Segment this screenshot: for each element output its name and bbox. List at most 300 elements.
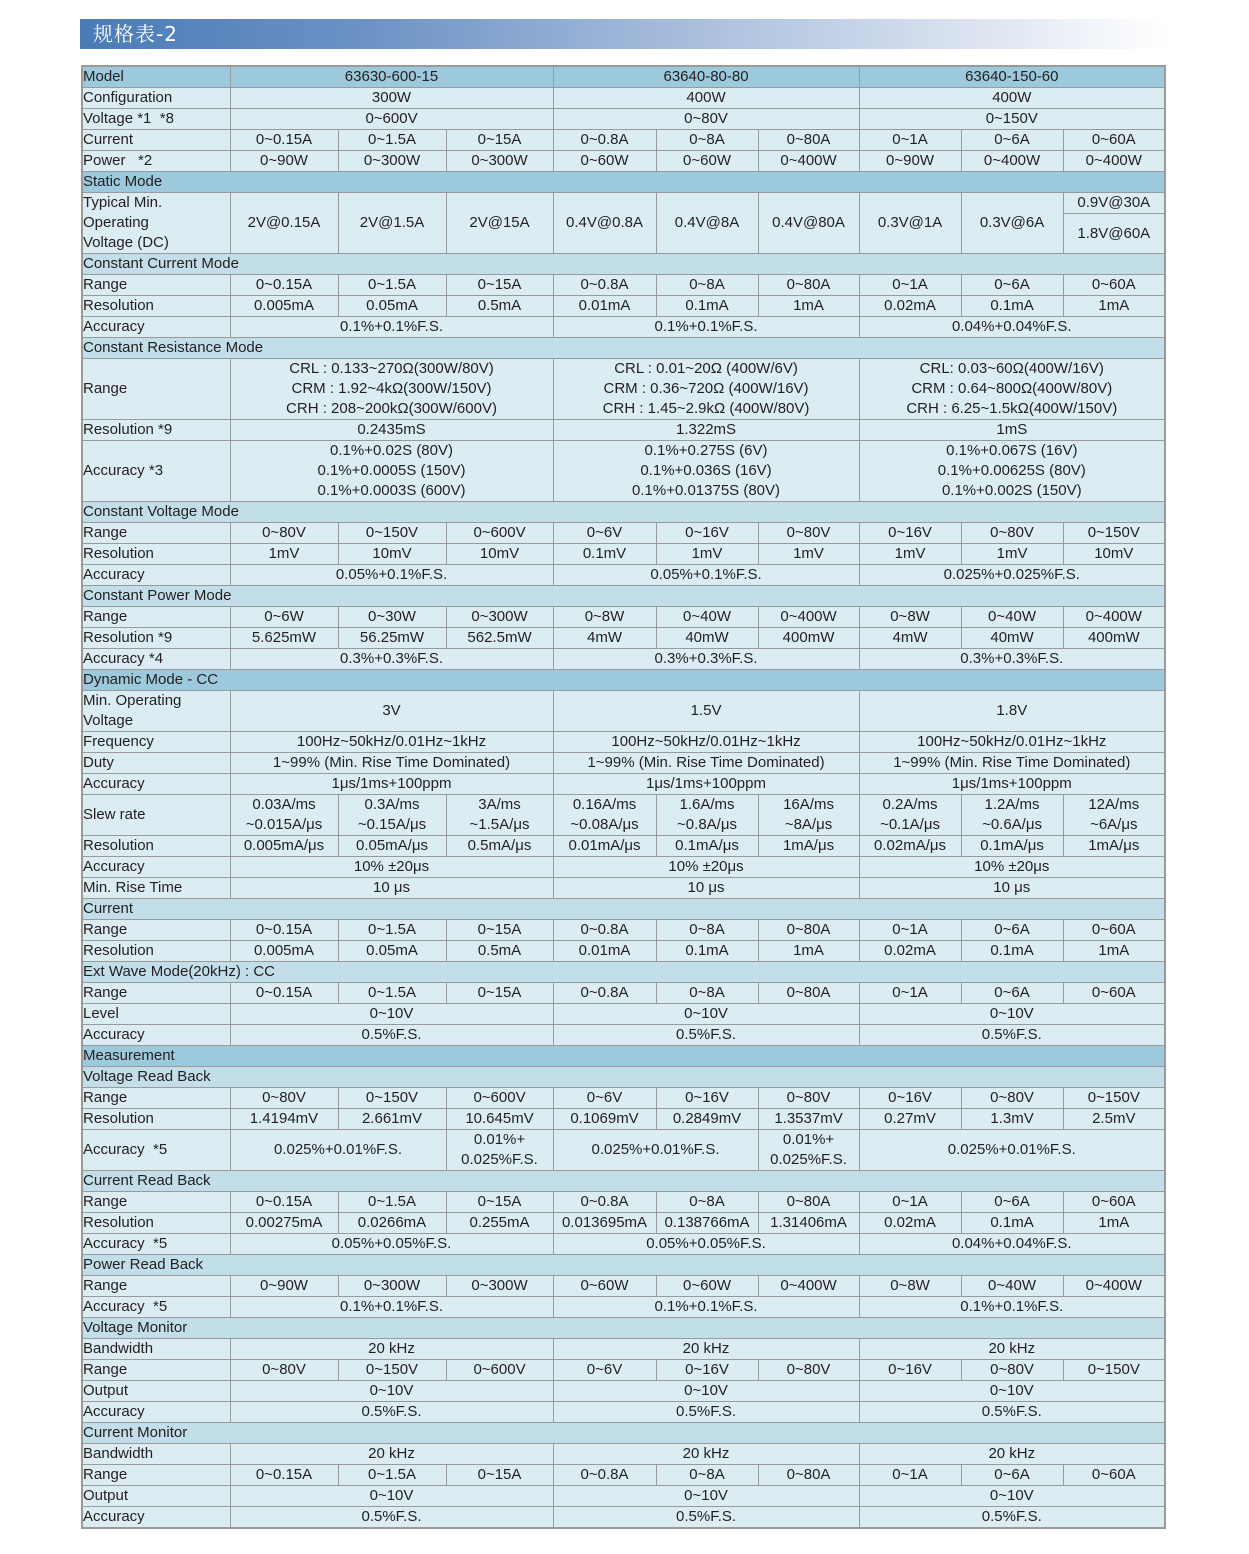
spec-value: 0~6A [961, 1192, 1063, 1213]
spec-value: 0.1mA/μs [961, 836, 1063, 857]
spec-value: 1~99% (Min. Rise Time Dominated) [553, 753, 859, 774]
spec-row [82, 1486, 1165, 1507]
spec-value: 12A/ms ~6A/μs [1063, 795, 1165, 836]
spec-value: 5.625mW [230, 628, 338, 649]
row-label: Accuracy [82, 1402, 230, 1423]
section-row [82, 502, 1165, 523]
spec-value: 0~60A [1063, 983, 1165, 1004]
section-row [82, 1255, 1165, 1276]
spec-value: 0.05%+0.05%F.S. [553, 1234, 859, 1255]
spec-value: 0~80A [758, 130, 859, 151]
spec-value: 0~10V [230, 1381, 553, 1402]
spec-value: 0~1.5A [338, 983, 446, 1004]
spec-value: 0.2435mS [230, 420, 553, 441]
spec-value: 0.5%F.S. [553, 1025, 859, 1046]
spec-row [82, 920, 1165, 941]
spec-value: 0~10V [553, 1004, 859, 1025]
spec-value: 1mA/μs [758, 836, 859, 857]
spec-value: 0~1A [859, 983, 961, 1004]
section-header-static-mode: Static Mode [82, 172, 1165, 193]
section-row [82, 1046, 1165, 1067]
spec-value: 0.05mA [338, 296, 446, 317]
spec-row [82, 836, 1165, 857]
spec-row [82, 317, 1165, 338]
spec-value: 1mA [1063, 941, 1165, 962]
spec-value: 0~80V [961, 1360, 1063, 1381]
spec-value: 0~400W [758, 607, 859, 628]
spec-value: 0~80V [961, 1088, 1063, 1109]
stacked-spec-value [1063, 193, 1165, 254]
spec-value: 16A/ms ~8A/μs [758, 795, 859, 836]
row-label: Current [82, 130, 230, 151]
spec-value: 0~8A [656, 130, 758, 151]
spec-value: 0~150V [338, 523, 446, 544]
spec-value: 0~300W [338, 1276, 446, 1297]
spec-value: 0.00275mA [230, 1213, 338, 1234]
spec-value: 0~6A [961, 1465, 1063, 1486]
spec-row [82, 1025, 1165, 1046]
spec-value: 0~60W [553, 151, 656, 172]
spec-value: 0~0.8A [553, 130, 656, 151]
spec-value: 20 kHz [230, 1444, 553, 1465]
spec-row [82, 1444, 1165, 1465]
spec-value: 0.5%F.S. [859, 1402, 1165, 1423]
spec-row [82, 1507, 1165, 1529]
section-header-voltage-read-back: Voltage Read Back [82, 1067, 1165, 1088]
spec-value: 0~400W [1063, 151, 1165, 172]
spec-value: 0~600V [446, 1088, 553, 1109]
spec-value: 0.5%F.S. [553, 1507, 859, 1529]
spec-value: 0~300W [338, 151, 446, 172]
spec-value: 20 kHz [230, 1339, 553, 1360]
spec-value: 0.05%+0.05%F.S. [230, 1234, 553, 1255]
section-row [82, 1067, 1165, 1088]
spec-table-body [82, 88, 1165, 1529]
spec-value: 1~99% (Min. Rise Time Dominated) [859, 753, 1165, 774]
spec-value: 40mW [961, 628, 1063, 649]
spec-value: 0~8A [656, 983, 758, 1004]
spec-value: 0~1A [859, 275, 961, 296]
row-label: Resolution [82, 941, 230, 962]
spec-value: 0.1mA [656, 941, 758, 962]
spec-value: 0.5mA/μs [446, 836, 553, 857]
spec-row [82, 649, 1165, 670]
spec-value: 0.27mV [859, 1109, 961, 1130]
spec-value: 0~6V [553, 1360, 656, 1381]
spec-row [82, 857, 1165, 878]
spec-value: 0~8A [656, 275, 758, 296]
section-row [82, 586, 1165, 607]
spec-value: 0.4V@8A [656, 193, 758, 254]
spec-value: 0.04%+0.04%F.S. [859, 1234, 1165, 1255]
section-header-current: Current [82, 899, 1165, 920]
spec-value: 0~15A [446, 275, 553, 296]
spec-value: 0~0.8A [553, 920, 656, 941]
row-label: Range [82, 359, 230, 420]
spec-value: 3A/ms ~1.5A/μs [446, 795, 553, 836]
row-label: Range [82, 983, 230, 1004]
spec-value: 0~0.15A [230, 130, 338, 151]
row-label: Range [82, 523, 230, 544]
spec-value: 1μs/1ms+100ppm [859, 774, 1165, 795]
row-label: Configuration [82, 88, 230, 109]
spec-value: 0~8A [656, 920, 758, 941]
spec-value: 0~150V [1063, 1360, 1165, 1381]
spec-value: 0.005mA/μs [230, 836, 338, 857]
spec-value: 1μs/1ms+100ppm [553, 774, 859, 795]
spec-value: 300W [230, 88, 553, 109]
spec-row [82, 732, 1165, 753]
row-label: Output [82, 1486, 230, 1507]
spec-value: 0~6W [230, 607, 338, 628]
spec-value: 10% ±20μs [859, 857, 1165, 878]
spec-value: 0.3%+0.3%F.S. [553, 649, 859, 670]
spec-row [82, 296, 1165, 317]
spec-value: 0~400W [758, 151, 859, 172]
spec-value: 0~16V [859, 1360, 961, 1381]
spec-value: 0.04%+0.04%F.S. [859, 317, 1165, 338]
spec-row [82, 1234, 1165, 1255]
row-label: Accuracy *5 [82, 1297, 230, 1318]
spec-value: 400W [859, 88, 1165, 109]
spec-value: 0~1.5A [338, 130, 446, 151]
spec-value: 0.9V@30A [1064, 193, 1165, 214]
section-row [82, 899, 1165, 920]
spec-value: 1.3mV [961, 1109, 1063, 1130]
spec-row [82, 151, 1165, 172]
spec-value: 10 μs [230, 878, 553, 899]
spec-value: 1.6A/ms ~0.8A/μs [656, 795, 758, 836]
model-name: 63630-600-15 [230, 66, 553, 88]
section-row [82, 338, 1165, 359]
spec-value: 0.05%+0.1%F.S. [553, 565, 859, 586]
model-name: 63640-150-60 [859, 66, 1165, 88]
spec-value: 10mV [446, 544, 553, 565]
spec-value: 0~15A [446, 1465, 553, 1486]
spec-value: 0~6A [961, 920, 1063, 941]
spec-value: 0.3%+0.3%F.S. [859, 649, 1165, 670]
spec-value: 10 μs [859, 878, 1165, 899]
spec-value: 1.3537mV [758, 1109, 859, 1130]
spec-value: 0~1A [859, 1465, 961, 1486]
page-banner [80, 19, 1168, 49]
row-label: Resolution [82, 1213, 230, 1234]
spec-value: 0~400W [961, 151, 1063, 172]
section-header-constant-current-mode: Constant Current Mode [82, 254, 1165, 275]
spec-value: 0.2A/ms ~0.1A/μs [859, 795, 961, 836]
row-label: Range [82, 1360, 230, 1381]
row-label: Bandwidth [82, 1444, 230, 1465]
spec-value: 0~0.8A [553, 1465, 656, 1486]
spec-value: 20 kHz [859, 1444, 1165, 1465]
row-label: Range [82, 607, 230, 628]
spec-row [82, 565, 1165, 586]
spec-value: 1mV [961, 544, 1063, 565]
spec-value: 0.5mA [446, 296, 553, 317]
spec-value: 0.1mA/μs [656, 836, 758, 857]
row-label: Accuracy *5 [82, 1130, 230, 1171]
page-title: 规格表-2 [93, 22, 178, 46]
row-label: Voltage *1 *8 [82, 109, 230, 130]
row-label: Level [82, 1004, 230, 1025]
spec-value: 0.1%+0.1%F.S. [230, 1297, 553, 1318]
spec-value: 0~60A [1063, 920, 1165, 941]
spec-value: 1mV [230, 544, 338, 565]
spec-value: 4mW [859, 628, 961, 649]
spec-value: 0~6A [961, 130, 1063, 151]
spec-value: 0.005mA [230, 941, 338, 962]
spec-value: 0~80V [230, 1088, 338, 1109]
spec-value: 0~80A [758, 983, 859, 1004]
spec-value: 0~60A [1063, 275, 1165, 296]
row-label: Range [82, 1465, 230, 1486]
spec-value: 1mA [1063, 1213, 1165, 1234]
row-label: Power *2 [82, 151, 230, 172]
row-label: Accuracy [82, 565, 230, 586]
spec-value: 0.02mA [859, 1213, 961, 1234]
spec-value: 0.4V@80A [758, 193, 859, 254]
row-label: Resolution *9 [82, 628, 230, 649]
spec-value: 0~150V [338, 1360, 446, 1381]
row-label: Resolution [82, 836, 230, 857]
row-label: Duty [82, 753, 230, 774]
spec-row [82, 1465, 1165, 1486]
spec-value: 0~60A [1063, 130, 1165, 151]
spec-value: 0~300W [446, 607, 553, 628]
spec-row [82, 1192, 1165, 1213]
spec-value: 0~1A [859, 1192, 961, 1213]
spec-value: 1.8V@60A [1077, 224, 1151, 242]
row-label: Accuracy [82, 857, 230, 878]
spec-value: 0~60W [553, 1276, 656, 1297]
spec-value: 0~0.8A [553, 983, 656, 1004]
model-label: Model [82, 66, 230, 88]
spec-value: 0~8A [656, 1465, 758, 1486]
spec-value: 0~8W [859, 1276, 961, 1297]
spec-row [82, 544, 1165, 565]
section-header-dynamic-mode-cc: Dynamic Mode - CC [82, 670, 1165, 691]
spec-value: 20 kHz [859, 1339, 1165, 1360]
spec-value: 0~80A [758, 1465, 859, 1486]
spec-value: 1mV [758, 544, 859, 565]
spec-value: 0~15A [446, 130, 553, 151]
spec-value: 0~0.15A [230, 275, 338, 296]
spec-value: 0.02mA [859, 941, 961, 962]
spec-value: 4mW [553, 628, 656, 649]
section-row [82, 1318, 1165, 1339]
spec-value: 0.05mA [338, 941, 446, 962]
spec-value: 3V [230, 691, 553, 732]
spec-value: 0~16V [656, 1088, 758, 1109]
spec-value: 400mW [758, 628, 859, 649]
spec-value: 0~80A [758, 275, 859, 296]
spec-value: 1.2A/ms ~0.6A/μs [961, 795, 1063, 836]
spec-value: 1mA [1063, 296, 1165, 317]
spec-value: 0.2849mV [656, 1109, 758, 1130]
spec-row [82, 441, 1165, 502]
spec-value: 0~80V [758, 1088, 859, 1109]
row-label: Slew rate [82, 795, 230, 836]
spec-value: 0~300W [446, 1276, 553, 1297]
spec-value: 0.01%+ 0.025%F.S. [446, 1130, 553, 1171]
spec-value: 0.138766mA [656, 1213, 758, 1234]
spec-value: 0.1mA [961, 1213, 1063, 1234]
spec-value: 0~80A [758, 1192, 859, 1213]
spec-value: 0.5%F.S. [859, 1507, 1165, 1529]
row-label: Range [82, 1088, 230, 1109]
spec-value: 0~16V [859, 1088, 961, 1109]
spec-value: 1mA [758, 296, 859, 317]
spec-value: 40mW [656, 628, 758, 649]
spec-value: 2V@15A [446, 193, 553, 254]
spec-value: 0~1.5A [338, 1192, 446, 1213]
spec-value: 0~1.5A [338, 920, 446, 941]
spec-value: 0~600V [230, 109, 553, 130]
spec-value: 0.1%+0.1%F.S. [553, 1297, 859, 1318]
spec-value: 0.1mA [961, 296, 1063, 317]
spec-value: 0.025%+0.01%F.S. [553, 1130, 758, 1171]
section-header-voltage-monitor: Voltage Monitor [82, 1318, 1165, 1339]
spec-value: 2.661mV [338, 1109, 446, 1130]
spec-row [82, 420, 1165, 441]
spec-value: 0~150V [1063, 523, 1165, 544]
spec-value: 100Hz~50kHz/0.01Hz~1kHz [230, 732, 553, 753]
row-label: Accuracy *3 [82, 441, 230, 502]
spec-value: 1mA [758, 941, 859, 962]
spec-row [82, 88, 1165, 109]
row-label: Range [82, 1192, 230, 1213]
spec-value: 0~8A [656, 1192, 758, 1213]
section-row [82, 1171, 1165, 1192]
row-label: Resolution [82, 544, 230, 565]
spec-value: 0~0.15A [230, 983, 338, 1004]
spec-row [82, 1339, 1165, 1360]
spec-value: 0~80V [553, 109, 859, 130]
spec-value: 1.8V [859, 691, 1165, 732]
spec-value: 0.1%+0.275S (6V) 0.1%+0.036S (16V) 0.1%+0.01375S (80V) [553, 441, 859, 502]
spec-value: 0~60W [656, 151, 758, 172]
section-row [82, 172, 1165, 193]
spec-value: 0~1A [859, 130, 961, 151]
spec-value: 0~10V [553, 1486, 859, 1507]
spec-value: 0~10V [859, 1486, 1165, 1507]
spec-value: 0~90W [230, 151, 338, 172]
spec-value: 0.02mA [859, 296, 961, 317]
spec-value: 0.1%+0.067S (16V) 0.1%+0.00625S (80V) 0.1%+0.002S (150V) [859, 441, 1165, 502]
spec-value: 0.4V@0.8A [553, 193, 656, 254]
spec-row [82, 753, 1165, 774]
model-header-row [82, 66, 1165, 88]
spec-row [82, 1381, 1165, 1402]
spec-value: 0~40W [961, 1276, 1063, 1297]
spec-value: 0~80V [961, 523, 1063, 544]
section-header-current-read-back: Current Read Back [82, 1171, 1165, 1192]
spec-value: 1.4194mV [230, 1109, 338, 1130]
spec-value: 0~150V [859, 109, 1165, 130]
spec-value: 562.5mW [446, 628, 553, 649]
spec-value: 0~10V [859, 1381, 1165, 1402]
spec-value: 0.5mA [446, 941, 553, 962]
spec-value: 1mV [656, 544, 758, 565]
spec-value: 0~16V [656, 1360, 758, 1381]
spec-row [82, 983, 1165, 1004]
spec-row [82, 130, 1165, 151]
spec-row [82, 1297, 1165, 1318]
model-name: 63640-80-80 [553, 66, 859, 88]
spec-row [82, 1276, 1165, 1297]
spec-value: 0~80V [758, 1360, 859, 1381]
spec-value: 0~0.8A [553, 275, 656, 296]
spec-value: 0~0.15A [230, 1465, 338, 1486]
spec-value: 0.1mA [961, 941, 1063, 962]
spec-value: 0.025%+0.025%F.S. [859, 565, 1165, 586]
row-label: Resolution [82, 1109, 230, 1130]
spec-value: 0~150V [338, 1088, 446, 1109]
spec-value: 0~400W [1063, 607, 1165, 628]
spec-value: 0~90W [230, 1276, 338, 1297]
spec-value: 0~6V [553, 1088, 656, 1109]
spec-value: 10mV [1063, 544, 1165, 565]
spec-value: 0.1%+0.1%F.S. [859, 1297, 1165, 1318]
spec-value: 0.5%F.S. [230, 1025, 553, 1046]
spec-value: 0~10V [859, 1004, 1165, 1025]
spec-value: 0~90W [859, 151, 961, 172]
spec-value: 0.01%+ 0.025%F.S. [758, 1130, 859, 1171]
section-row [82, 670, 1165, 691]
spec-row [82, 1004, 1165, 1025]
spec-value: 10% ±20μs [553, 857, 859, 878]
spec-value: 0.5%F.S. [230, 1507, 553, 1529]
spec-value: CRL: 0.03~60Ω(400W/16V) CRM : 0.64~800Ω(400W/80V) CRH : 6.25~1.5kΩ(400W/150V) [859, 359, 1165, 420]
section-row [82, 962, 1165, 983]
spec-value: 0~10V [230, 1486, 553, 1507]
spec-value: 0~80V [758, 523, 859, 544]
stacked-values [1064, 193, 1165, 253]
section-row [82, 1423, 1165, 1444]
spec-value: 0.01mA [553, 296, 656, 317]
spec-row [82, 941, 1165, 962]
spec-row [82, 774, 1165, 795]
spec-value: 0~8W [859, 607, 961, 628]
spec-row [82, 691, 1165, 732]
spec-value: 0.3V@6A [961, 193, 1063, 254]
spec-value: 0.025%+0.01%F.S. [859, 1130, 1165, 1171]
spec-value: 20 kHz [553, 1444, 859, 1465]
spec-value: 400W [553, 88, 859, 109]
spec-value: 0.025%+0.01%F.S. [230, 1130, 446, 1171]
spec-value: 1~99% (Min. Rise Time Dominated) [230, 753, 553, 774]
spec-row [82, 109, 1165, 130]
spec-value: 0.5%F.S. [553, 1402, 859, 1423]
spec-value: 0~40W [656, 607, 758, 628]
spec-row [82, 359, 1165, 420]
spec-row [82, 523, 1165, 544]
spec-value: 10mV [338, 544, 446, 565]
spec-value: 1.322mS [553, 420, 859, 441]
row-label: Resolution *9 [82, 420, 230, 441]
row-label: Accuracy [82, 1025, 230, 1046]
row-label: Min. Rise Time [82, 878, 230, 899]
spec-value: 0~6V [553, 523, 656, 544]
spec-value: 0~0.8A [553, 1192, 656, 1213]
section-header-constant-resistance-mode: Constant Resistance Mode [82, 338, 1165, 359]
spec-row [82, 795, 1165, 836]
spec-value: 0.1%+0.1%F.S. [230, 317, 553, 338]
spec-value: 0~400W [1063, 1276, 1165, 1297]
spec-row [82, 193, 1165, 254]
spec-value: 0~150V [1063, 1088, 1165, 1109]
spec-value: 10% ±20μs [230, 857, 553, 878]
